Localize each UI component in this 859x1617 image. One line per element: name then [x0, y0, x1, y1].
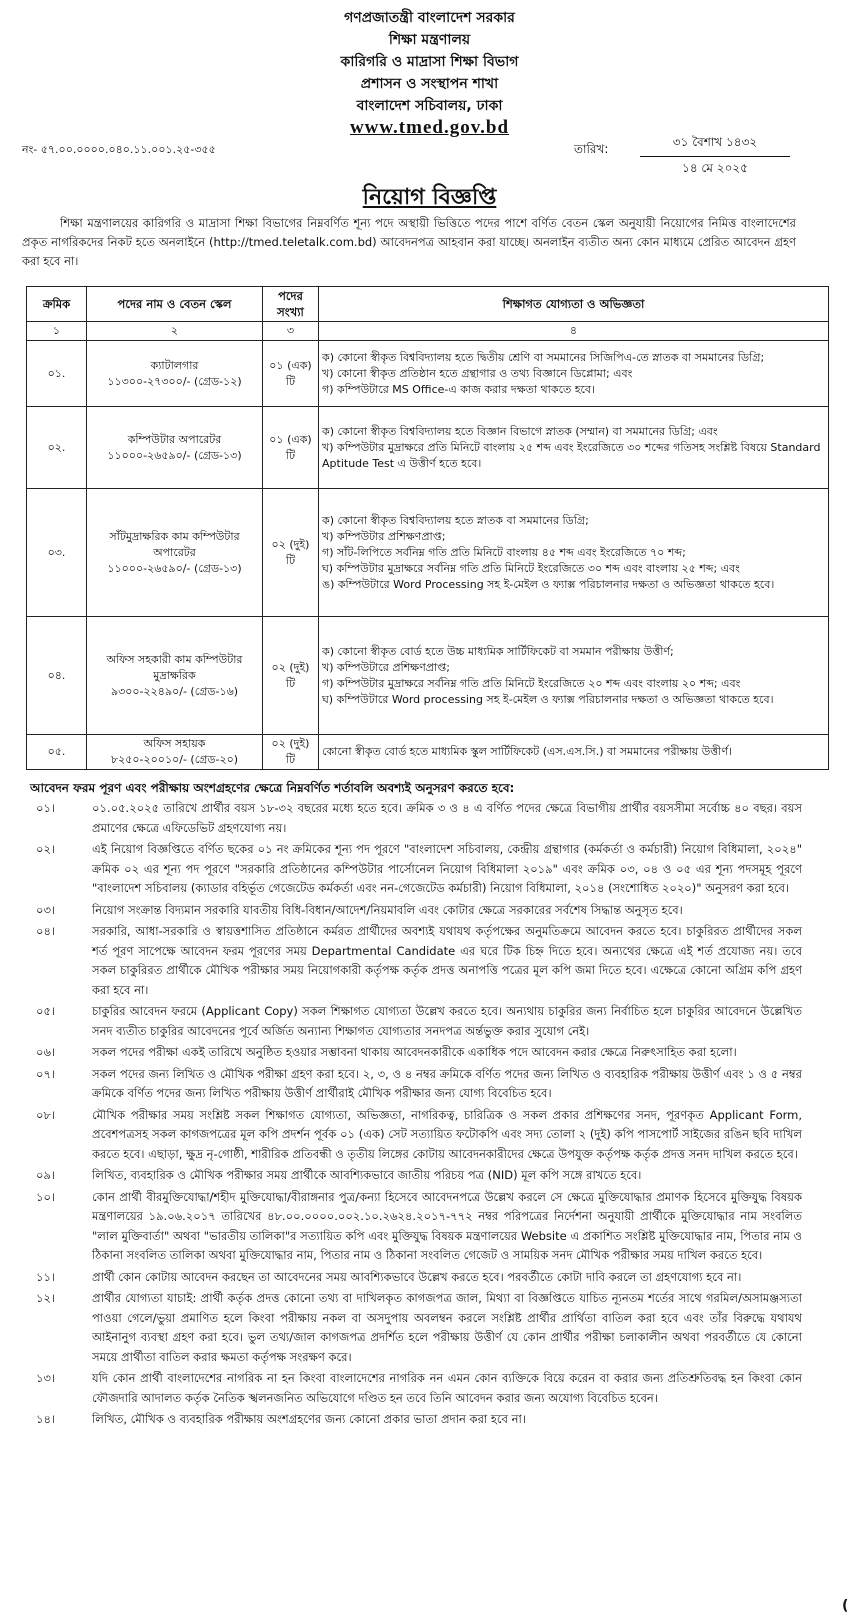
rule-item [22, 1166, 802, 1186]
row-qualifications [319, 341, 829, 407]
qualification-item: ক) কোনো স্বীকৃত বিশ্ববিদ্যালয় হতে বিজ্ঞান বিভাগে স্নাতক (সম্মান) বা সমমানের ডিগ্রি; এবং [322, 424, 718, 438]
rule-number: ১১। [36, 1269, 56, 1284]
rule-item [22, 1002, 802, 1041]
qualification-item: ক) কোনো স্বীকৃত বিশ্ববিদ্যালয় হতে দ্বিতীয় শ্রেণি বা সমমানের সিজিপিএ-তে স্নাতক বা সমমানের ডিগ্রি; [322, 350, 765, 364]
qualification-item: ঙ) কম্পিউটারে Word Processing সহ ই-মেইল ও ফ্যাক্স পরিচালনার দক্ষতা ও অভিজ্ঞতা থাকতে হবে। [322, 577, 775, 591]
posts-table [26, 286, 829, 770]
row-post [87, 341, 263, 407]
rule-item [22, 1043, 802, 1063]
pay-scale: ১১৩০০-২৭৩০০/- (গ্রেড-১২) [107, 374, 242, 388]
rule-text: চাকুরির আবেদন ফরমে (Applicant Copy) সকল শিক্ষাগত যোগ্যতা উল্লেখ করতে হবে। অন্যথায় চাকুরির জন্য নির্বাচিত হলে চাকুরির আবেদনে উল্লেখিত সনদ ব্যতীত চাকুরির আবেদনের পূর্বে অর্জিত অন্যান্য শিক্ষাগত যোগ্যতার সনদপত্র অর্ন্তভুক্ত করার সুযোগ নেই। [92, 1004, 802, 1038]
header-serial: ক্রমিক [27, 287, 87, 322]
table-header-row [27, 287, 829, 322]
rule-number: ০৭। [36, 1066, 56, 1081]
table-row [27, 407, 829, 489]
rule-item [22, 1065, 802, 1104]
row-qualifications [319, 407, 829, 489]
rule-number: ১২। [36, 1291, 56, 1305]
qualification-item: খ) কম্পিউটার মুদ্রাক্ষরে প্রতি মিনিটে বাংলায় ২৫ শব্দ এবং ইংরেজিতে ৩০ শব্দের গতিসহ সংশ্লিষ্ট বিষয়ে Standard Aptitude Test এ উত্তীর্ণ হতে হবে। [322, 440, 821, 470]
rule-number: ০১। [36, 801, 56, 815]
row-count: ০২ (দুই) টি [263, 735, 319, 770]
row-serial: ০৪. [27, 617, 87, 735]
memo-number: নং- ৫৭.০০.০০০০.০৪০.১১.০০১.২৫-৩৫৫ [22, 143, 216, 156]
rule-text: এই নিয়োগ বিজ্ঞপ্তিতে বর্ণিত ছকের ০১ নং ক্রমিকের শূন্য পদ পূরণে "বাংলাদেশ সচিবালয়, কেন্দ্রীয় গ্রন্থাগার (কর্মকর্তা ও কর্মচারী) নিয়োগ বিধিমালা, ২০২৪" ক্রমিক ০২ এর শূন্য পদ পূরণে "সরকারি প্রতিষ্ঠানের কম্পিউটার পার্সোনেল নিয়োগ বিধিমালা ২০১৯" এবং ক্রমিক ০৩, ০৪ ও ০৫ এর শূন্য পদসমূহ পূরণে "বাংলাদেশ সচিবালয় (ক্যাডার বহির্ভূত গেজেটেড কর্মকর্তা এবং নন-গেজেটেড কর্মচারী) নিয়োগ বিধিমালা, ২০১৪ (সংশোধিত ২০২০)" অনুসরণ করা হবে। [92, 842, 802, 895]
header-line-3: কারিগরি ও মাদ্রাসা শিক্ষা বিভাগ [340, 54, 519, 70]
numbering-cell: ৩ [263, 322, 319, 341]
edge-mark: ( [842, 1598, 849, 1614]
pay-scale: ৯৩০০-২২৪৯০/- (গ্রেড-১৬) [110, 684, 239, 698]
rule-item [22, 799, 802, 838]
rule-item [22, 922, 802, 1000]
numbering-cell: ২ [87, 322, 263, 341]
header-line-1: গণপ্রজাতন্ত্রী বাংলাদেশ সরকার [344, 10, 515, 26]
row-count: ০২ (দুই) টি [263, 617, 319, 735]
rule-item [22, 1268, 802, 1288]
rule-text: সকল পদের জন্য লিখিত ও মৌখিক পরীক্ষা গ্রহণ করা হবে। ২, ৩, ও ৪ নম্বর ক্রমিকে বর্ণিত পদের জন্য লিখিত ও ব্যবহারিক পরীক্ষায় উত্তীর্ণ এবং ১ ও ৫ নম্বর ক্রমিকে বর্ণিত পদের জন্য লিখিত পরীক্ষায় উত্তীর্ণ প্রার্থীরাই মৌখিক পরীক্ষার জন্য যোগ্য বিবেচিত হবে। [92, 1066, 802, 1100]
rule-text: লিখিত, মৌখিক ও ব্যবহারিক পরীক্ষায় অংশগ্রহণের জন্য কোনো প্রকার ভাতা প্রদান করা হবে না। [92, 1412, 526, 1426]
table-row [27, 489, 829, 617]
row-serial: ০১. [27, 341, 87, 407]
post-name: ক্যাটালগার [150, 358, 199, 372]
rule-text: প্রার্থী কোন কোটায় আবেদন করছেন তা আবেদনের সময় আবশ্যিকভাবে উল্লেখ করতে হবে। পরবর্তীতে কোটা দাবি করলে তা গ্রহণযোগ্য হবে না। [92, 1269, 742, 1284]
rule-text: নিয়োগ সংক্রান্ত বিদ্যমান সরকারি যাবতীয় বিধি-বিধান/আদেশ/নিয়মাবলি এবং কোটার ক্ষেত্রে সরকারের সর্বশেষ সিদ্ধান্ত অনুসৃত হবে। [92, 902, 683, 917]
rule-number: ০৮। [36, 1107, 56, 1122]
row-serial: ০২. [27, 407, 87, 489]
rule-text: কোন প্রার্থী বীরমুক্তিযোদ্ধা/শহীদ মুক্তিযোদ্ধা/বীরাঙ্গনার পুত্র/কন্যা হিসেবে আবেদনপত্রে উল্লেখ করলে সে ক্ষেত্রে মুক্তিযোদ্ধার প্রমাণক হিসেবে মুক্তিযুদ্ধ বিষয়ক মন্ত্রণালয়ের ১৯.০৬.২০১৭ তারিখের ৪৮.০০.০০০০.০০২.১০.২৬২৪.২০১৭-৭৭২ নম্বর পরিপত্রের নির্দেশনা অনুযায়ী প্রার্থীকে মুক্তিযোদ্ধার নাম সংবলিত "লাল মুক্তিবার্তা" অথবা "ভারতীয় তালিকা"র সত্যায়িত কপি এবং মুক্তিযুদ্ধ বিষয়ক মন্ত্রণালয়ের Website এ প্রকাশিত সংশ্লিষ্ট মুক্তিযোদ্ধার নাম, পিতার নাম ও ঠিকানা সংবলিত তালিকা অথবা মুক্তিযোদ্ধার নাম, পিতার নাম ও ঠিকানা সংবলিত গেজেট ও সাময়িক সনদ মৌখিক পরীক্ষার সময় দাখিল করতে হবে। [92, 1189, 802, 1262]
rule-item [22, 1369, 802, 1408]
row-serial: ০৫. [27, 735, 87, 770]
row-post [87, 489, 263, 617]
rule-item [22, 1289, 802, 1367]
website-link[interactable]: www.tmed.gov.bd [349, 117, 510, 138]
rule-item [22, 1188, 802, 1266]
table-row [27, 735, 829, 770]
table-row [27, 341, 829, 407]
row-post [87, 617, 263, 735]
post-name: সাঁটমুদ্রাক্ষরিক কাম কম্পিউটার অপারেটর [109, 529, 240, 559]
intro-paragraph: শিক্ষা মন্ত্রণালয়ের কারিগরি ও মাদ্রাসা শিক্ষা বিভাগের নিম্নবর্ণিত শূন্য পদে অস্থায়ী ভিত্তিতে পদের পাশে বর্ণিত বেতন স্কেল অনুযায়ী নিয়োগের নিমিত্ত বাংলাদেশের প্রকৃত নাগরিকদের নিকট হতে অনলাইনে (http://tmed.teletalk.com.bd) আবেদনপত্র আহবান করা যাচ্ছে। অনলাইন ব্যতীত অন্য কোন মাধ্যমে প্রেরিত আবেদন গ্রহণ করা হবে না। [22, 216, 796, 268]
qualification-item: কোনো স্বীকৃত বোর্ড হতে মাধ্যমিক স্কুল সার্টিফিকেট (এস.এস.সি.) বা সমমানের পরীক্ষায় উত্তীর্ণ। [322, 745, 732, 758]
rule-item [22, 840, 802, 899]
qualification-item: ঘ) কম্পিউটারে Word processing সহ ই-মেইল ও ফ্যাক্স পরিচালনার দক্ষতা ও অভিজ্ঞতা থাকতে হবে। [322, 692, 774, 706]
rule-number: ১০। [36, 1189, 56, 1204]
rule-text: সকল পদের পরীক্ষা একই তারিখে অনুষ্ঠিত হওয়ার সম্ভাবনা থাকায় আবেদনকারীকে একাধিক পদে আবেদন করার ক্ষেত্রে নিরুৎসাহিত করা হলো। [92, 1045, 737, 1059]
rule-number: ০৪। [36, 924, 56, 938]
qualification-item: গ) কম্পিউটারে MS Office-এ কাজ করার দক্ষতা থাকতে হবে। [322, 382, 595, 396]
qualification-item: খ) কম্পিউটারে প্রশিক্ষণপ্রাপ্ত; [322, 660, 450, 674]
rule-text: ০১.০৫.২০২৫ তারিখে প্রার্থীর বয়স ১৮-৩২ বছরের মধ্যে হতে হবে। ক্রমিক ৩ ও ৪ এ বর্ণিত পদের ক্ষেত্রে বিভাগীয় প্রার্থীর বয়সসীমা সর্বোচ্চ ৪০ বছর। বয়স প্রমাণের ক্ষেত্রে এফিডেভিট গ্রহণযোগ্য নয়। [92, 801, 802, 835]
header-line-4: প্রশাসন ও সংস্থাপন শাখা [360, 76, 499, 92]
pay-scale: ৮২৫০-২০০১০/- (গ্রেড-২০) [110, 753, 239, 766]
table-row [27, 617, 829, 735]
rule-number: ০৫। [36, 1004, 56, 1018]
rule-number: ০৬। [36, 1045, 56, 1059]
header-line-2: শিক্ষা মন্ত্রণালয় [388, 32, 471, 48]
numbering-cell: ১ [27, 322, 87, 341]
row-qualifications [319, 617, 829, 735]
qualification-item: খ) কোনো স্বীকৃত প্রতিষ্ঠান হতে গ্রন্থাগার ও তথ্য বিজ্ঞানে ডিপ্লোমা; এবং [322, 366, 633, 380]
header-qualification: শিক্ষাগত যোগ্যতা ও অভিজ্ঞতা [319, 287, 829, 322]
rule-number: ১৩। [36, 1371, 56, 1385]
post-name: অফিস সহকারী কাম কম্পিউটার মুদ্রাক্ষরিক [106, 652, 243, 682]
rule-number: ০৩। [36, 902, 56, 917]
header-post: পদের নাম ও বেতন স্কেল [87, 287, 263, 322]
rules-list [22, 799, 802, 1432]
rule-text: প্রার্থীর যোগ্যতা যাচাই: প্রার্থী কর্তৃক প্রদত্ত কোনো তথ্য বা দাখিলকৃত কাগজপত্র জাল, মিথ্যা বা বিজ্ঞপ্তিতে যাচিত ন্যূনতম শর্তের সাথে গরমিল/অসামঞ্জস্যতা পাওয়া গেলে/ভুয়া প্রমাণিত হলে কিংবা পরীক্ষায় নকল বা অসদুপায় অবলম্বন করলে সংশ্লিষ্ট প্রার্থীর প্রার্থিতা বাতিল করা হবে এবং তাঁর বিরুদ্ধে যথাযথ আইনানুগ ব্যবস্থা গ্রহণ করা হবে। ভুল তথ্য/জাল কাগজপত্র প্রদর্শিত হলে পরীক্ষায় উত্তীর্ণ যে কোন প্রার্থীর পরীক্ষা চলাকালীন অথবা পরবর্তীতে যে কোনো সময়ে প্রার্থীতা বাতিল করার ক্ষমতা কর্তৃপক্ষ সংরক্ষণ করে। [92, 1291, 802, 1364]
qualification-item: ক) কোনো স্বীকৃত বিশ্ববিদ্যালয় হতে স্নাতক বা সমমানের ডিগ্রি; [322, 513, 589, 527]
rule-text: লিখিত, ব্যবহারিক ও মৌখিক পরীক্ষার সময় প্রার্থীকে আবশ্যিকভাবে জাতীয় পরিচয় পত্র (NID) মূল কপি সঙ্গে রাখতে হবে। [92, 1168, 642, 1182]
row-count: ০১ (এক) টি [263, 407, 319, 489]
post-name: কম্পিউটার অপারেটর [127, 432, 222, 446]
rule-text: সরকারি, আধা-সরকারি ও স্বায়ত্তশাসিত প্রতিষ্ঠানে কর্মরত প্রার্থীদের অবশ্যই যথাযথ কর্তৃপক্ষের অনুমতিক্রমে আবেদন করতে হবে। চাকুরিরত প্রার্থীদের সকল শর্ত পূরণ সাপেক্ষে আবেদন ফরম পূরণের সময় Departmental Candidate এর ঘরে টিক চিহ্ন দিতে হবে। অন্যথের ক্ষেত্রে এই শর্ত প্রযোজ্য নয়। তবে সকল চাকুরিরত প্রার্থীকে মৌখিক পরীক্ষার সময় নিয়োগকারী কর্তৃপক্ষ কর্তৃক প্রদত্ত অনাপত্তি পত্রের মূল কপি জমা দিতে হবে। এক্ষেত্রে কোনো অগ্রিম কপি গ্রহণ করা হবে না। [92, 924, 802, 997]
rule-number: ০২। [36, 842, 56, 856]
date-bangla: ৩১ বৈশাখ ১৪৩২ [640, 134, 790, 157]
row-post [87, 735, 263, 770]
rule-item [22, 901, 802, 921]
rule-text: যদি কোন প্রার্থী বাংলাদেশের নাগরিক না হন কিংবা বাংলাদেশের নাগরিক নন এমন কোন ব্যক্তিকে বিয়ে করেন বা করার জন্য প্রতিশ্রুতিবদ্ধ হন কিংবা কোন ফৌজদারি আদালত কর্তৃক নৈতিক স্খলনজনিত অভিযোগে দণ্ডিত হন তবে তিনি আবেদন করার জন্য অযোগ্য বিবেচিত হবেন। [92, 1371, 802, 1405]
rule-number: ১৪। [36, 1412, 56, 1426]
page-title: নিয়োগ বিজ্ঞপ্তি [362, 185, 497, 210]
row-qualifications [319, 489, 829, 617]
row-count: ০১ (এক) টি [263, 341, 319, 407]
numbering-cell: ৪ [319, 322, 829, 341]
row-serial: ০৩. [27, 489, 87, 617]
qualification-item: খ) কম্পিউটার প্রশিক্ষণপ্রাপ্ত; [322, 529, 446, 543]
header-line-5: বাংলাদেশ সচিবালয়, ঢাকা [356, 98, 503, 114]
rule-item [22, 1410, 802, 1430]
rule-item [22, 1106, 802, 1165]
date-label: তারিখ: [574, 142, 609, 156]
date-english: ১৪ মে ২০২৫ [682, 161, 748, 175]
row-qualifications [319, 735, 829, 770]
qualification-item: ঘ) কম্পিউটার মুদ্রাক্ষরে সর্বনিম্ন গতি প্রতি মিনিটে ইংরেজিতে ৩০ শব্দ এবং বাংলায় ২৫ শব্দ; এবং [322, 561, 740, 575]
qualification-item: ক) কোনো স্বীকৃত বোর্ড হতে উচ্চ মাধ্যমিক সার্টিফিকেট বা সমমান পরীক্ষায় উত্তীর্ণ; [322, 644, 674, 658]
pay-scale: ১১০০০-২৬৫৯০/- (গ্রেড-১৩) [107, 561, 242, 575]
rule-number: ০৯। [36, 1168, 56, 1182]
qualification-item: গ) কম্পিউটার মুদ্রাক্ষরে সর্বনিম্ন গতি প্রতি মিনিটে ইংরেজিতে ২০ শব্দ এবং বাংলায় ২০ শব্দ; এবং [322, 676, 741, 690]
row-post [87, 407, 263, 489]
rules-heading: আবেদন ফরম পূরণ এবং পরীক্ষায় অংশগ্রহণের ক্ষেত্রে নিম্নবর্ণিত শর্তাবলি অবশ্যই অনুসরণ করতে হবে: [30, 781, 515, 795]
qualification-item: গ) সাঁট-লিপিতে সর্বনিম্ন গতি প্রতি মিনিটে বাংলায় ৪৫ শব্দ এবং ইংরেজিতে ৭০ শব্দ; [322, 545, 686, 559]
rule-text: মৌখিক পরীক্ষার সময় সংশ্লিষ্ট সকল শিক্ষাগত যোগ্যতা, অভিজ্ঞতা, নাগরিকত্ব, চারিত্রিক ও সকল প্রকার প্রশিক্ষণের সনদ, পূরণকৃত Applicant Form, প্রবেশপত্রসহ সকল কাগজপত্রের মূল কপি প্রদর্শন পূর্বক ০১ (এক) সেট সত্যায়িত ফটোকপি এবং সদ্য তোলা ২ (দুই) কপি পাসপোর্ট সাইজের রঙিন ছবি দাখিল করতে হবে। এছাড়া, ক্ষুদ্র নৃ-গোষ্ঠী, শারীরিক প্রতিবন্ধী ও তৃতীয় লিঙ্গের কোটায় আবেদনকারীদের ক্ষেত্রে উপযুক্ত কর্তৃপক্ষ কর্তৃক প্রদত্ত সনদ দাখিল করতে হবে। [92, 1107, 802, 1161]
pay-scale: ১১০০০-২৬৫৯০/- (গ্রেড-১৩) [107, 448, 242, 462]
post-name: অফিস সহায়ক [143, 737, 206, 750]
row-count: ০২ (দুই) টি [263, 489, 319, 617]
table-numbering-row [27, 322, 829, 341]
date-box [640, 134, 790, 180]
header-count: পদের সংখ্যা [263, 287, 319, 322]
